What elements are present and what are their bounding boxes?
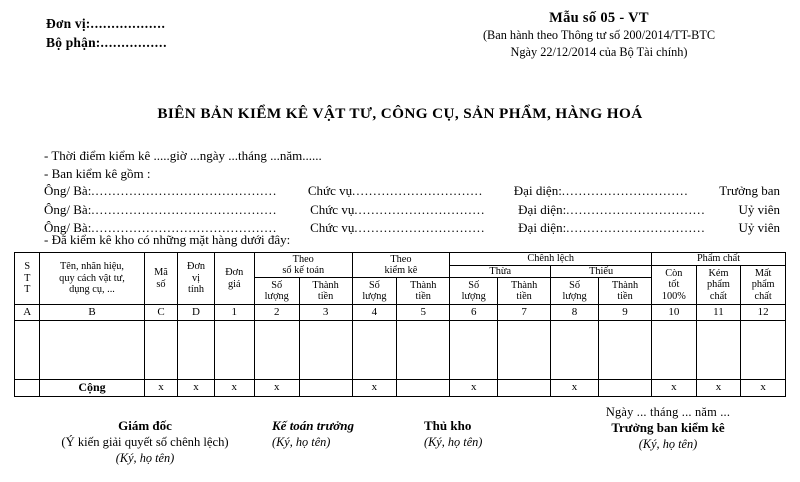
table-cell[interactable] <box>214 321 254 380</box>
column-number: 5 <box>397 305 450 321</box>
column-number: 9 <box>598 305 651 321</box>
amount-line: tiền <box>317 291 334 302</box>
total-cell: x <box>144 380 178 397</box>
signature-committee-head <box>548 404 788 452</box>
header-unit <box>178 253 214 305</box>
committee-line: - Ban kiểm kê gồm : <box>44 165 151 181</box>
item-name-line: dụng cụ, ... <box>69 284 115 296</box>
table-cell[interactable] <box>741 321 786 380</box>
header-poor-quality <box>696 265 741 305</box>
qty-line: Số <box>569 279 580 291</box>
department-dots: ................ <box>100 35 168 50</box>
header-amount-surplus <box>498 278 551 305</box>
column-number: 8 <box>551 305 599 321</box>
qty-line: lượng <box>264 291 289 302</box>
storekeeper-title: Thủ kho <box>424 418 472 433</box>
department-label: Bộ phận: <box>46 35 101 50</box>
price-line: Đơn <box>225 267 244 278</box>
poor-line: chất <box>709 290 728 302</box>
total-cell <box>498 380 551 397</box>
intro-section <box>44 147 784 238</box>
header-amount-shortage <box>598 278 651 305</box>
unit-info <box>46 14 167 52</box>
header-shortage: Thiếu <box>551 265 652 278</box>
total-cell: x <box>178 380 214 397</box>
unit-line: tính <box>188 284 205 296</box>
table-cell[interactable] <box>40 321 144 380</box>
lost-line: Mất <box>754 267 772 279</box>
committee-member-row <box>44 201 780 220</box>
total-cell: x <box>254 380 299 397</box>
column-number-row <box>15 305 786 321</box>
total-cell: x <box>214 380 254 397</box>
storekeeper-sub: (Ký, họ tên) <box>424 435 483 449</box>
table-cell[interactable] <box>652 321 697 380</box>
member-name-dots: ............................................ <box>91 202 278 217</box>
group-inventory-line: Theo <box>390 253 412 265</box>
column-number: 1 <box>214 305 254 321</box>
header-code <box>144 253 178 305</box>
table-cell[interactable] <box>144 321 178 380</box>
committee-member-row <box>44 182 780 201</box>
poor-line: Kém <box>708 267 729 279</box>
member-name-label: Ông/ Bà: <box>44 183 92 198</box>
director-title: Giám đốc <box>118 418 172 433</box>
header-qty-surplus <box>450 278 498 305</box>
header-good-quality <box>652 265 697 305</box>
form-issued-line: (Ban hành theo Thông tư số 200/2014/TT-BTC <box>482 28 716 42</box>
member-position-label: Chức vụ <box>310 220 355 235</box>
table-header-row-1 <box>15 253 786 266</box>
header-item-name <box>40 253 144 305</box>
checked-goods-line: - Đã kiểm kê kho có những mặt hàng dưới đây: <box>44 232 291 247</box>
table-cell[interactable] <box>551 321 599 380</box>
column-number: 11 <box>696 305 741 321</box>
poor-line: phẩm <box>707 279 730 290</box>
unit-dots: .................. <box>90 16 166 31</box>
item-name-line: Tên, nhãn hiệu, <box>59 261 125 273</box>
member-role: Uỷ viên <box>738 220 781 235</box>
table-cell[interactable] <box>450 321 498 380</box>
table-cell[interactable] <box>352 321 397 380</box>
table-row[interactable] <box>15 321 786 380</box>
table-cell[interactable] <box>15 321 40 380</box>
inventory-time-line: - Thời điểm kiểm kê .....giờ ...ngày ...tháng ...năm...... <box>44 148 322 163</box>
member-name-label: Ông/ Bà: <box>44 220 92 235</box>
member-position-label: Chức vụ <box>310 201 355 217</box>
total-cell: x <box>652 380 697 397</box>
header-qty-inventory <box>352 278 397 305</box>
amount-line: Thành <box>312 279 339 291</box>
column-number: 3 <box>299 305 352 321</box>
price-line: giá <box>227 278 241 290</box>
table-cell[interactable] <box>397 321 450 380</box>
member-position-label: Chức vụ <box>307 183 353 198</box>
signature-storekeeper <box>424 418 554 450</box>
column-number: 7 <box>498 305 551 321</box>
stt-line: T <box>24 284 31 296</box>
chief-accountant-sub: (Ký, họ tên) <box>272 435 331 449</box>
lost-line: chất <box>754 290 772 302</box>
qty-line: lượng <box>461 291 486 302</box>
header-amount-inventory <box>397 278 450 305</box>
member-name-dots: ............................................ <box>91 221 278 235</box>
stt-line: S <box>24 261 31 273</box>
amount-line: tiền <box>516 291 532 302</box>
unit-label: Đơn vị: <box>46 16 91 31</box>
signature-director <box>10 418 280 466</box>
group-accounting-line: Theo <box>292 253 314 265</box>
member-position-dots: ............................... <box>354 202 486 217</box>
committee-head-date: Ngày ... tháng ... năm ... <box>605 405 731 419</box>
signature-chief-accountant <box>272 418 442 450</box>
code-line: Mã <box>154 267 168 278</box>
member-rep-label: Đại diện: <box>513 183 562 198</box>
chief-accountant-title: Kế toán trưởng <box>272 418 354 433</box>
qty-line: lượng <box>362 291 387 302</box>
table-cell[interactable] <box>254 321 299 380</box>
table-cell[interactable] <box>299 321 352 380</box>
committee-head-sub: (Ký, họ tên) <box>638 437 698 451</box>
good-line: Còn <box>665 267 683 279</box>
unit-line: Đơn <box>187 261 206 273</box>
member-name-label: Ông/ Bà: <box>44 201 92 217</box>
member-rep-dots: ................................. <box>566 202 706 217</box>
qty-line: lượng <box>562 291 587 302</box>
member-role: Trưởng ban <box>719 183 780 198</box>
form-reference <box>434 10 764 61</box>
good-line: tốt <box>668 279 680 290</box>
amount-line: Thành <box>510 279 538 291</box>
total-cell: x <box>352 380 397 397</box>
member-rep-label: Đại diện: <box>518 220 567 235</box>
group-accounting-line: sổ kế toán <box>282 265 325 276</box>
lost-line: phẩm <box>751 279 775 290</box>
member-position-dots: ............................... <box>354 221 486 235</box>
unit-line <box>46 14 167 33</box>
column-number: 10 <box>652 305 697 321</box>
column-number: B <box>40 305 144 321</box>
member-position-dots: ............................... <box>352 184 484 198</box>
total-cell: x <box>741 380 786 397</box>
column-number: A <box>15 305 40 321</box>
table-cell[interactable] <box>696 321 741 380</box>
signature-section <box>0 404 800 482</box>
table-cell[interactable] <box>598 321 651 380</box>
member-rep-dots: .............................. <box>561 184 689 198</box>
member-role: Uỷ viên <box>738 201 781 217</box>
code-line: số <box>156 278 166 290</box>
director-note: (Ý kiến giải quyết số chênh lệch) <box>61 435 229 449</box>
header-surplus: Thừa <box>450 265 551 278</box>
unit-line: vị <box>192 272 201 284</box>
total-cell <box>299 380 352 397</box>
column-number: C <box>144 305 178 321</box>
total-cell: x <box>696 380 741 397</box>
total-row <box>15 380 786 397</box>
amount-line: tiền <box>415 291 431 302</box>
member-rep-label: Đại diện: <box>518 201 567 217</box>
column-number: 12 <box>741 305 786 321</box>
stt-line: T <box>24 272 31 284</box>
qty-line: Số <box>468 279 480 291</box>
table-cell[interactable] <box>178 321 214 380</box>
column-number: 4 <box>352 305 397 321</box>
total-label: Cộng <box>40 380 144 397</box>
total-cell <box>397 380 450 397</box>
member-rep-dots: ................................. <box>566 221 706 235</box>
total-cell <box>15 380 40 397</box>
column-number: 6 <box>450 305 498 321</box>
header-group-quality: Phẩm chất <box>652 253 786 266</box>
group-inventory-line: kiểm kê <box>384 265 418 276</box>
header-group-accounting <box>254 253 352 278</box>
header-stt <box>15 253 40 305</box>
item-name-line: quy cách vật tư, <box>59 272 125 284</box>
header-qty-shortage <box>551 278 599 305</box>
amount-line: tiền <box>617 291 633 302</box>
page-title: BIÊN BẢN KIỂM KÊ VẬT TƯ, CÔNG CỤ, SẢN PHẨM, HÀNG HOÁ <box>157 105 643 122</box>
form-number: Mẫu số 05 - VT <box>549 10 649 26</box>
column-number: 2 <box>254 305 299 321</box>
header-group-difference: Chênh lệch <box>450 253 652 266</box>
form-date-line: Ngày 22/12/2014 của Bộ Tài chính) <box>510 45 688 59</box>
document-header <box>0 10 800 82</box>
good-line: 100% <box>661 290 686 302</box>
amount-line: Thành <box>410 279 437 291</box>
total-cell: x <box>551 380 599 397</box>
column-number: D <box>178 305 214 321</box>
department-line <box>46 33 167 52</box>
member-name-dots: ............................................ <box>91 184 278 198</box>
amount-line: Thành <box>611 279 639 291</box>
header-unit-price <box>214 253 254 305</box>
total-cell: x <box>450 380 498 397</box>
committee-head-title: Trưởng ban kiểm kê <box>611 420 725 435</box>
director-sub: (Ký, họ tên) <box>115 451 175 465</box>
inventory-table <box>14 252 786 397</box>
header-group-inventory <box>352 253 450 278</box>
table-cell[interactable] <box>498 321 551 380</box>
header-lost-quality <box>741 265 786 305</box>
qty-line: Số <box>368 279 380 291</box>
qty-line: Số <box>271 279 283 291</box>
header-amount-accounting <box>299 278 352 305</box>
header-qty-accounting <box>254 278 299 305</box>
total-cell <box>598 380 651 397</box>
